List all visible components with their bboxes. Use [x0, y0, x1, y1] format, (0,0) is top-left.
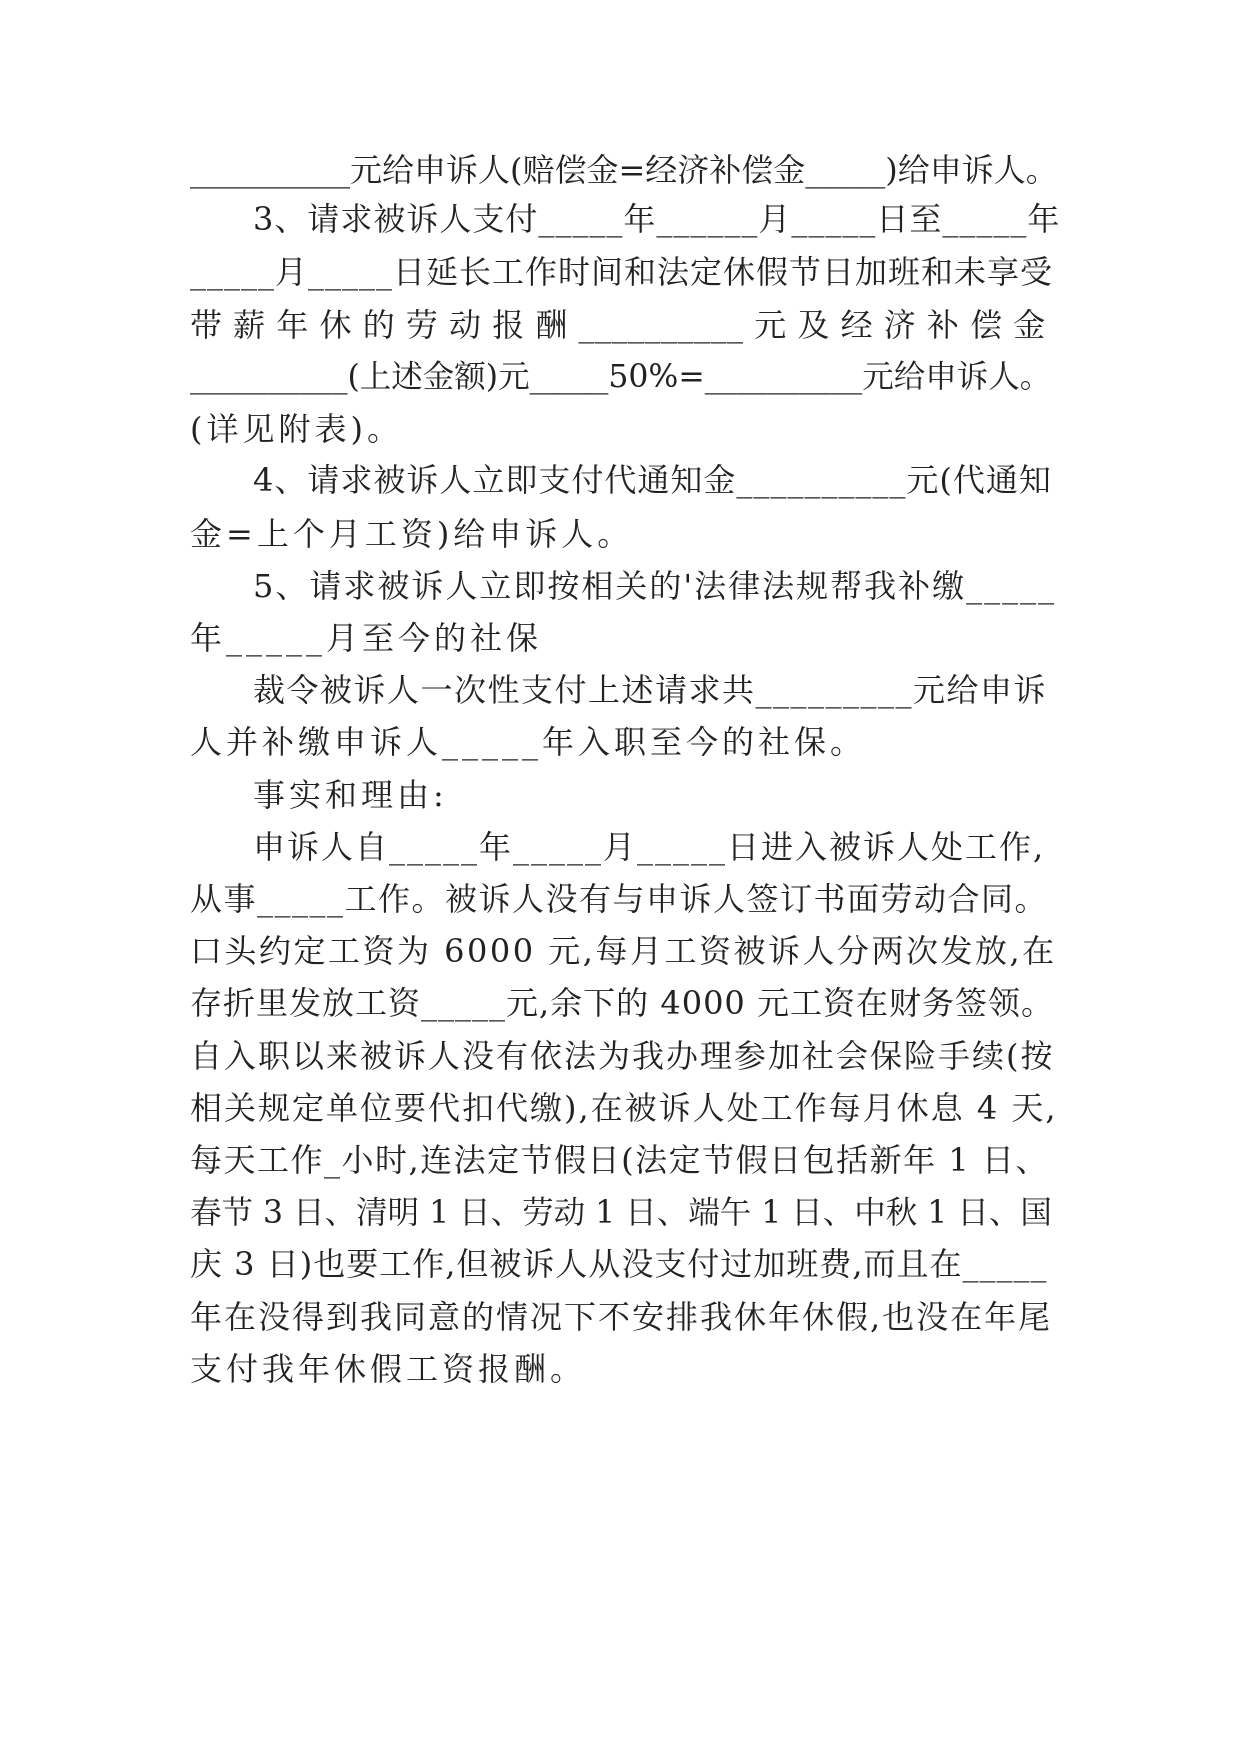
text-line: 金=上个月工资)给申诉人。 [190, 515, 634, 553]
text-line: 每天工作_小时,连法定节假日(法定节假日包括新年 1 日、 [190, 1141, 1049, 1179]
text-line: 相关规定单位要代扣代缴),在被诉人处工作每月休息 4 天, [190, 1089, 1058, 1127]
text-line: __________元给申诉人(赔偿金=经济补偿金_____)给申诉人。 [190, 151, 1058, 189]
text-line: 事实和理由: [253, 776, 448, 814]
text-line: 春节 3 日、清明 1 日、劳动 1 日、端午 1 日、中秋 1 日、国 [190, 1195, 1052, 1231]
text-line: 人并补缴申诉人_____年入职至今的社保。 [190, 723, 867, 761]
text-line: 自入职以来被诉人没有依法为我办理参加社会保险手续(按 [190, 1037, 1055, 1075]
text-line: __________(上述金额)元_____50%=__________元给申诉人。 [190, 359, 1052, 395]
text-line: 4、请求被诉人立即支付代通知金__________元(代通知 [253, 461, 1052, 499]
text-line: 3、请求被诉人支付_____年______月_____日至_____年 [253, 200, 1061, 238]
text-line: 裁令被诉人一次性支付上述请求共_________元给申诉 [253, 671, 1048, 709]
text-line: _____月_____日延长工作时间和法定休假节日加班和未享受 [190, 253, 1054, 291]
text-line: 带 薪 年 休 的 劳 动 报 酬 __________ 元 及 经 济 补 偿 金 [190, 306, 1046, 344]
text-line: 申诉人自_____年_____月_____日进入被诉人处工作, [253, 828, 1046, 866]
text-line: 存折里发放工资_____元,余下的 4000 元工资在财务签领。 [190, 984, 1054, 1022]
text-line: 从事_____工作。被诉人没有与申诉人签订书面劳动合同。 [190, 880, 1049, 918]
text-line: 支付我年休假工资报酬。 [190, 1350, 587, 1388]
text-line: 5、请求被诉人立即按相关的'法律法规帮我补缴_____ [253, 567, 1057, 605]
text-line: 口头约定工资为 6000 元,每月工资被诉人分两次发放,在 [190, 932, 1057, 970]
text-line: (详见附表)。 [190, 410, 403, 448]
text-line: 年_____月至今的社保 [190, 619, 543, 657]
text-line: 庆 3 日)也要工作,但被诉人从没支付过加班费,而且在_____ [190, 1245, 1048, 1283]
text-line: 年在没得到我同意的情况下不安排我休年休假,也没在年尾 [190, 1298, 1053, 1336]
